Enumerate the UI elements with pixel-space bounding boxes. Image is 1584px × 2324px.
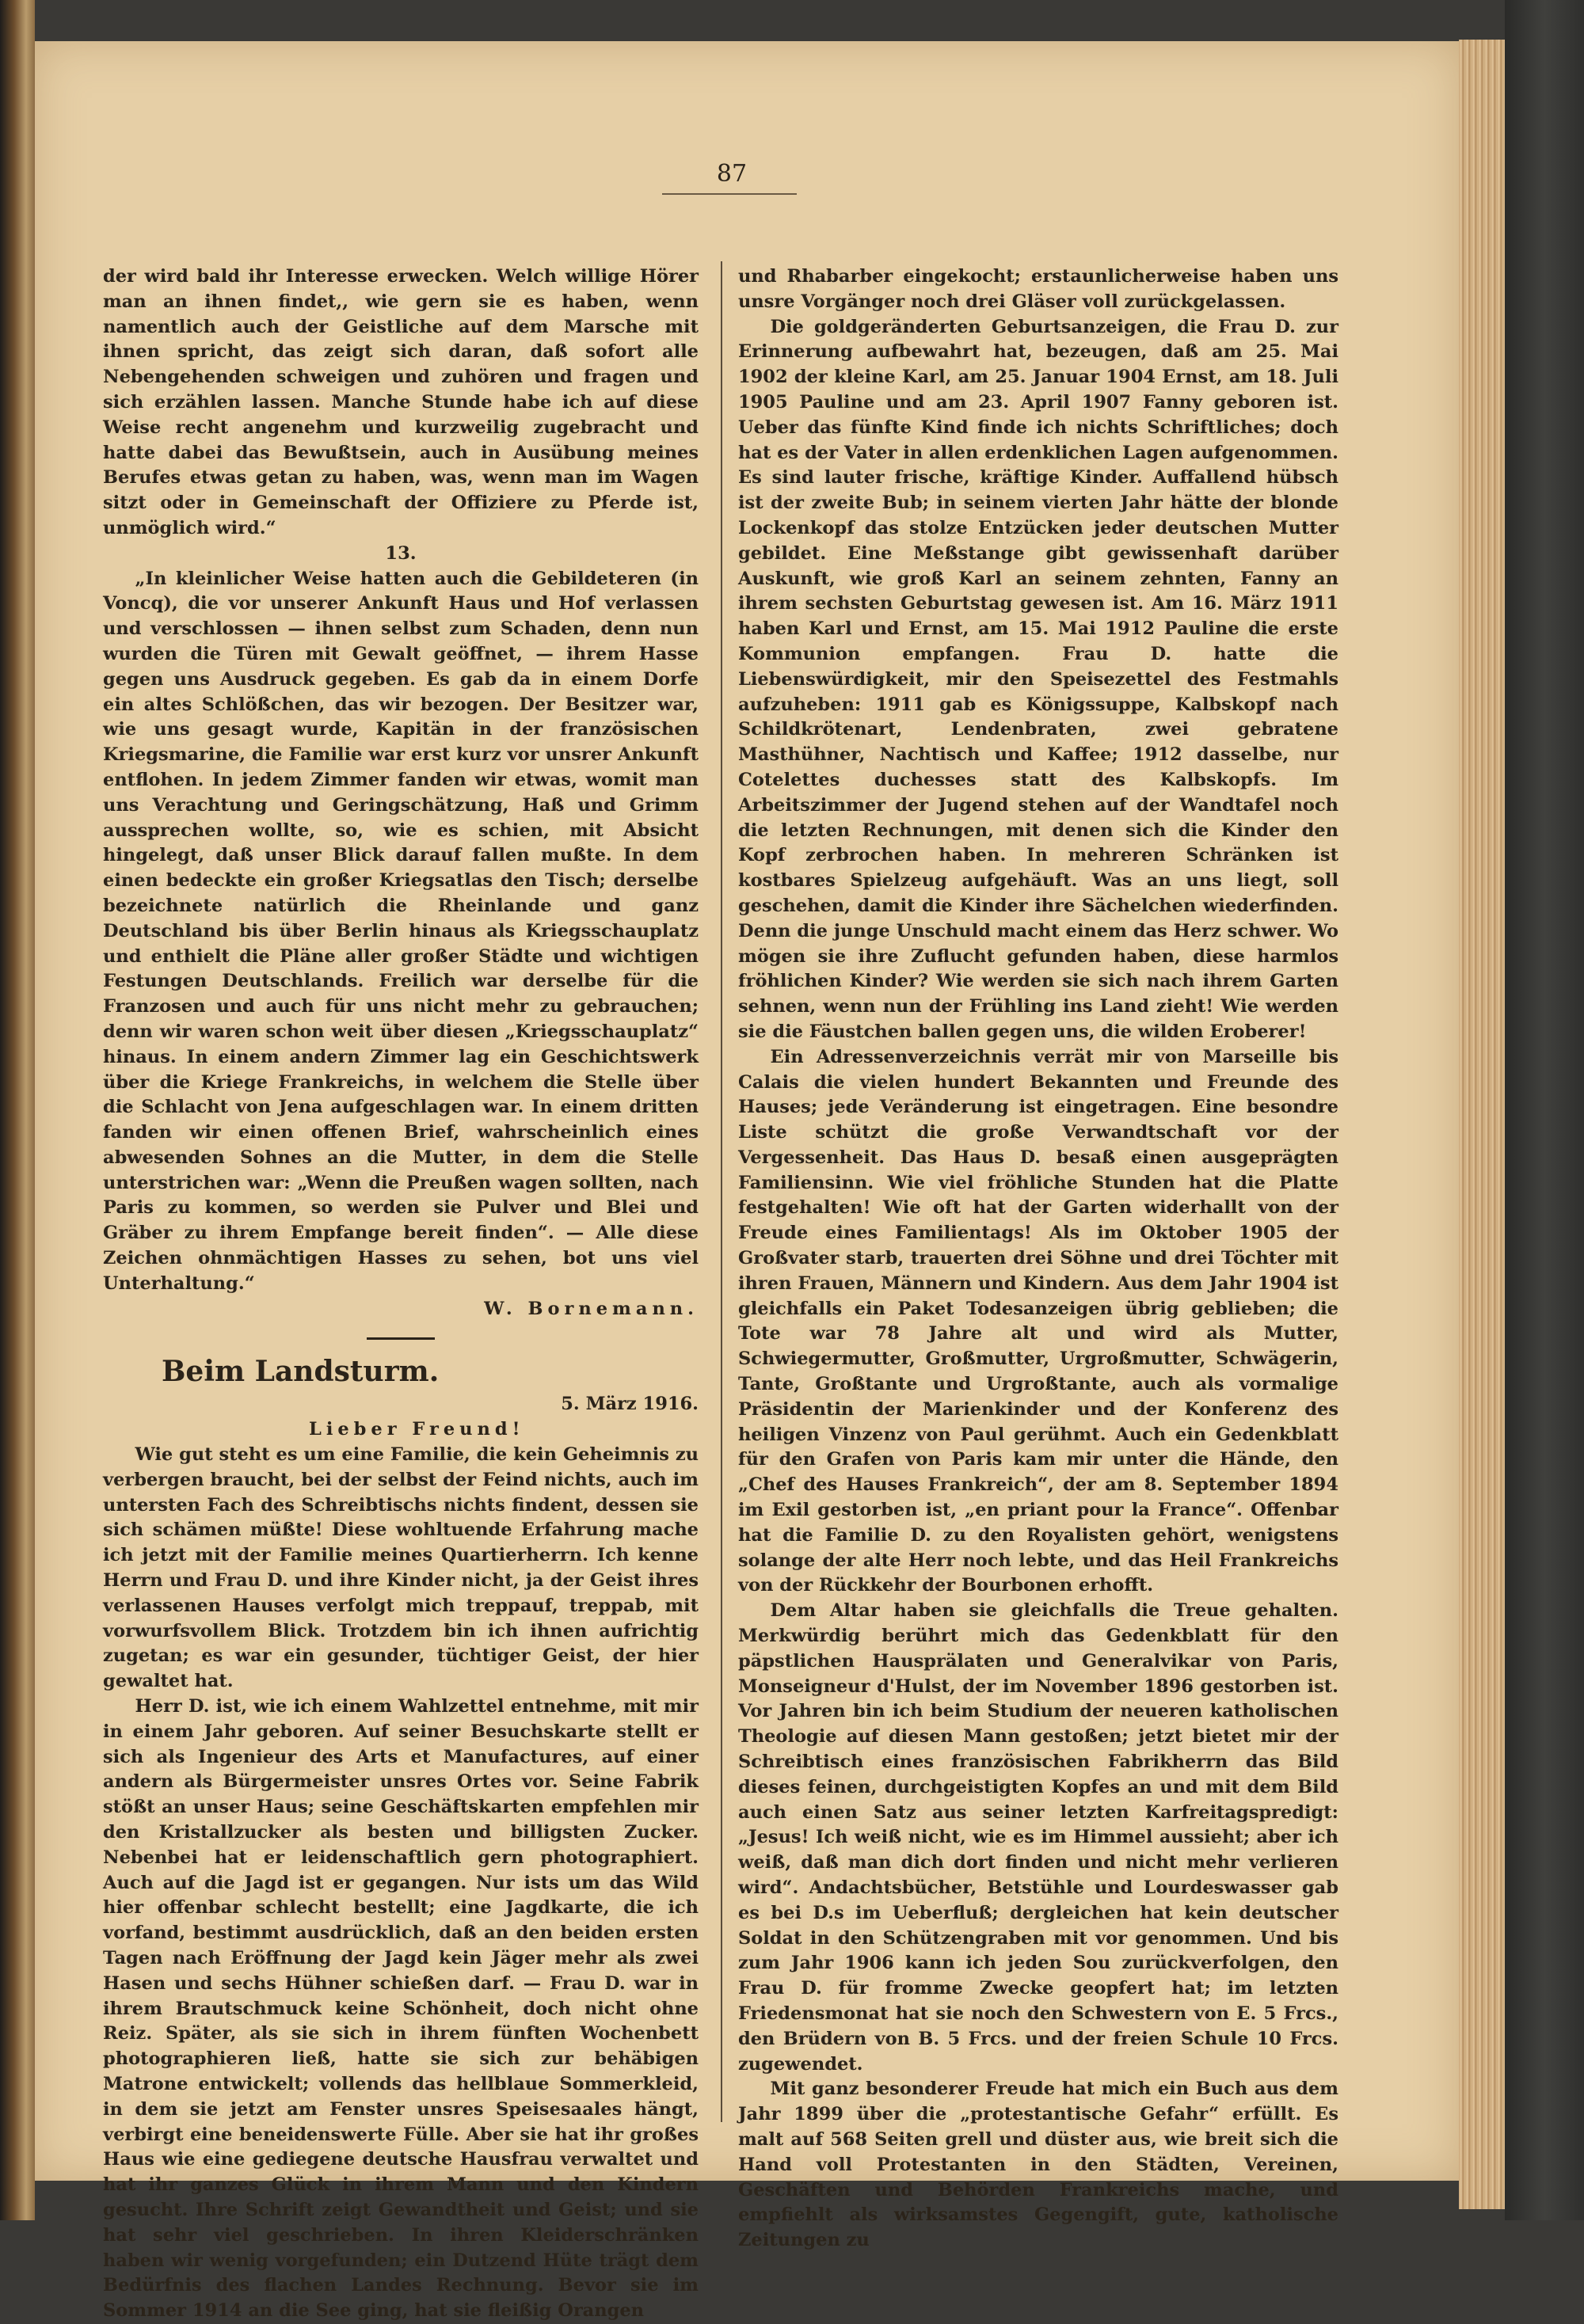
- left-paragraph-4: Herr D. ist, wie ich einem Wahlzettel entnehme, mit mir in einem Jahr geboren. Auf seiner Besuchskarte stellt er sich als Ingenieur des Arts et Manufactures, auf einer andern als Bürgermeister unsres Ortes vor. Seine Fabrik stößt an unser Haus; seine Geschäftskarten empfehlen mir den Kristallzucker als besten und billigsten Zucker. Nebenbei hat er leidenschaftlich gern photographiert. Auch auf die Jagd ist er gegangen. Nur ists um das Wild hier offenbar schlecht bestellt; eine Jagdkarte, die ich vorfand, bestimmt ausdrücklich, daß an den beiden ersten Tagen nach Eröffnung der Jagd kein Jäger mehr als zwei Hasen und sechs Hühner schießen darf. — Frau D. war in ihrem Brautschmuck keine Schönheit, doch nicht ohne Reiz. Später, als sie sich in ihrem fünften Wochenbett photographieren ließ, hatte sie sich zur behäbigen Matrone entwickelt; vollends das hellblaue Sommerkleid, in dem sie jetzt am Fenster unsres Speisesaales hängt, verbirgt eine beneidenswerte Fülle. Aber sie hat ihr großes Haus wie eine gediegene deutsche Hausfrau verwaltet und hat ihr ganzes Glück in ihrem Mann und den Kindern gesucht. Ihre Schrift zeigt Gewandtheit und Geist; und sie hat sehr viel geschrieben. In ihren Kleiderschränken haben wir wenig vorgefunden; ein Dutzend Hüte trägt dem Bedürfnis des flachen Landes Rechnung. Bevor sie im Sommer 1914 an die See ging, hat sie fleißig Orangen: [103, 1696, 699, 2322]
- left-column: [103, 264, 699, 2324]
- left-paragraph-1: der wird bald ihr Interesse erwecken. Welch willige Hörer man an ihnen findet,, wie gern sie es haben, wenn namentlich auch der Geistliche auf dem Marsche mit ihnen spricht, das zeigt sich daran, daß sofort alle Nebengehenden schweigen und zuhören und fragen und sich erzählen lassen. Manche Stunde habe ich auf diese Weise recht angenehm und kurzweilig zugebracht und hatte dabei das Bewußtsein, auch in Ausübung meines Berufes etwas getan zu haben, was, wenn man im Wagen sitzt oder in Gemeinschaft der Offiziere zu Pferde ist, unmöglich wird.“: [103, 266, 699, 538]
- right-paragraph-4: Dem Altar haben sie gleichfalls die Treue gehalten. Merkwürdig berührt mich das Gedenkblatt für den päpstlichen Hausprälaten und Generalvikar von Paris, Monseigneur d'Hulst, der im November 1896 gestorben ist. Vor Jahren bin ich beim Studium der neueren katholischen Theologie auf diesen Mann gestoßen; jetzt bietet mir der Schreibtisch eines französischen Fabrikherrn das Bild dieses feinen, durchgeistigten Kopfes an und mit dem Bild auch einen Satz aus seiner letzten Karfreitagspredigt: „Jesus! Ich weiß nicht, wie es im Himmel aussieht; aber ich weiß, daß man dich dort finden und nicht mehr verlieren wird“. Andachtsbücher, Betstühle und Lourdeswasser gab es bei D.s im Ueberfluß; dergleichen hat kein deutscher Soldat in den Schützengraben mit vor genommen. Und bis zum Jahr 1906 kann ich jeden Sou zurückverfolgen, den Frau D. für fromme Zwecke geopfert hat; im letzten Friedensmonat hat sie noch den Schwestern von E. 5 Frcs., den Brüdern von B. 5 Frcs. und der freien Schule 10 Frcs. zugewendet.: [738, 1600, 1338, 2075]
- left-paragraph-2: „In kleinlicher Weise hatten auch die Gebildeteren (in Voncq), die vor unserer Ankunft Haus und Hof verlassen und verschlossen — ihnen selbst zum Schaden, denn nun wurden die Türen mit Gewalt geöffnet, — ihrem Hasse gegen uns Ausdruck gegeben. Es gab da in einem Dorfe ein altes Schlößchen, das wir bezogen. Der Besitzer war, wie uns gesagt wurde, Kapitän in der französischen Kriegsmarine, die Familie war erst kurz vor unsrer Ankunft entflohen. In jedem Zimmer fanden wir etwas, womit man uns Verachtung und Geringschätzung, Haß und Grimm aussprechen wollte, so, wie es schien, mit Absicht hingelegt, daß unser Blick darauf fallen mußte. In dem einen bedeckte ein großer Kriegsatlas den Tisch; derselbe bezeichnete natürlich die Rheinlande und ganz Deutschland bis über Berlin hinaus als Kriegsschauplatz und enthielt die Pläne aller großer Städte und wichtigen Festungen Deutschlands. Freilich war derselbe für die Franzosen und auch für uns nicht mehr zu gebrauchen; denn wir waren schon weit über diesen „Kriegsschauplatz“ hinaus. In einem andern Zimmer lag ein Geschichtswerk über die Kriege Frankreichs, in welchem die Stelle über die Schlacht von Jena aufgeschlagen war. In einem dritten fanden wir einen offenen Brief, wahrscheinlich eines abwesenden Sohnes an die Mutter, in dem die Stelle unterstrichen war: „Wenn die Preußen wagen sollten, nach Paris zu kommen, so werden sie Pulver und Blei und Gräber zu ihrem Empfange bereit finden“. — Alle diese Zeichen ohnmächtigen Hasses zu sehen, bot uns viel Unterhaltung.“: [103, 568, 699, 1294]
- book-binding-right: [1505, 0, 1584, 2220]
- section-title: Beim Landsturm.: [162, 1355, 440, 1389]
- letter-greeting: Lieber Freund!: [309, 1419, 525, 1440]
- column-divider: [721, 261, 722, 2122]
- section-divider: [367, 1337, 435, 1340]
- right-paragraph-2: Die goldgeränderten Geburtsanzeigen, die Frau D. zur Erinnerung aufbewahrt hat, bezeugen, daß am 25. Mai 1902 der kleine Karl, am 25. Januar 1904 Ernst, am 18. Juli 1905 Pauline und am 23. April 1907 Fanny geboren ist. Ueber das fünfte Kind finde ich nichts Schriftliches; doch hat es der Vater in allen erdenklichen Lagen aufgenommen. Es sind lauter frische, kräftige Kinder. Auffallend hübsch ist der zweite Bub; in seinem vierten Jahr hätte der blonde Lockenkopf das stolze Entzücken jeder deutschen Mutter gebildet. Eine Meßstange gibt gewissenhaft darüber Auskunft, wie groß Karl an seinem zehnten, Fanny an ihrem sechsten Geburtstag gewesen ist. Am 16. März 1911 haben Karl und Ernst, am 15. Mai 1912 Pauline die erste Kommunion empfangen. Frau D. hatte die Liebenswürdigkeit, mir den Speisezettel des Festmahls aufzuheben: 1911 gab es Königssuppe, Kalbskopf nach Schildkrötenart, Lendenbraten, zwei gebratene Masthühner, Nachtisch und Kaffee; 1912 dasselbe, nur Cotelettes duchesses statt des Kalbskopfs. Im Arbeitszimmer der Jugend stehen auf der Wandtafel noch die letzten Rechnungen, mit denen sich die Kinder den Kopf zerbrochen haben. In mehreren Schränken ist kostbares Spielzeug aufgehäuft. Was an uns liegt, soll geschehen, damit die Kinder ihre Sächelchen wiederfinden. Denn die junge Unschuld macht einem das Herz schwer. Wo mögen sie ihre Zuflucht gefunden haben, diese harmlos fröhlichen Kinder? Wie werden sie sich nach ihrem Garten sehnen, wenn nun der Frühling ins Land zieht! Wie werden sie die Fäustchen ballen gegen uns, die wilden Eroberer!: [738, 316, 1338, 1042]
- right-column: [738, 264, 1338, 2254]
- page-edges: [1459, 40, 1505, 2209]
- right-paragraph-3: Ein Adressenverzeichnis verrät mir von Marseille bis Calais die vielen hundert Bekannten und Freunde des Hauses; jede Veränderung ist eingetragen. Eine besondre Liste schützt die große Verwandtschaft vor der Vergessenheit. Das Haus D. besaß einen ausgeprägten Familiensinn. Wie viel fröhliche Stunden hat die Platte festgehalten! Wie oft hat der Garten widerhallt von der Freude eines Familientags! Als im Oktober 1905 der Großvater starb, trauerten drei Söhne und drei Töchter mit ihren Frauen, Männern und Kindern. Aus dem Jahr 1904 ist gleichfalls ein Paket Todesanzeigen übrig geblieben; die Tote war 78 Jahre alt und wird als Mutter, Schwiegermutter, Großmutter, Urgroßmutter, Schwägerin, Tante, Großtante und Urgroßtante, auch als vormalige Präsidentin der Marienkinder und der Konferenz des heiligen Vinzenz von Paul gerühmt. Auch ein Gedenkblatt für den Grafen von Paris kam mir unter die Hände, den „Chef des Hauses Frankreich“, der am 8. September 1894 im Exil gestorben ist, „en priant pour la France“. Offenbar hat die Familie D. zu den Royalisten gehört, wenigstens solange der alte Herr noch lebte, und das Heil Frankreichs von der Rückkehr der Bourbonen erhofft.: [738, 1046, 1338, 1596]
- right-paragraph-5: Mit ganz besonderer Freude hat mich ein Buch aus dem Jahr 1899 über die „protestantische Gefahr“ erfüllt. Es malt auf 568 Seiten grell und düster aus, wie breit sich die Hand voll Protestanten in den Städten, Vereinen, Geschäften und Behörden Frankreichs mache, und empfiehlt als wirksamstes Gegengift, gute, katholische Zeitungen zu: [738, 2079, 1338, 2251]
- page-number: 87: [716, 160, 748, 188]
- book-page: [35, 41, 1459, 2322]
- letter-date: 5. März 1916.: [561, 1394, 699, 1415]
- author-signature: W. Bornemann.: [484, 1298, 699, 1319]
- right-paragraph-1: und Rhabarber eingekocht; erstaunlicherweise haben uns unsre Vorgänger noch drei Gläser voll zurückgelassen.: [738, 266, 1338, 312]
- section-number: 13.: [385, 542, 417, 564]
- book-binding-left: [0, 0, 35, 2220]
- left-paragraph-3: Wie gut steht es um eine Familie, die kein Geheimnis zu verbergen braucht, bei der selbst der Feind nichts, auch im untersten Fach des Schreibtischs nichts findent, dessen sie sich schämen müßte! Diese wohltuende Erfahrung mache ich jetzt mit der Familie meines Quartierherrn. Ich kenne Herrn und Frau D. und ihre Kinder nicht, ja der Geist ihres verlassenen Hauses verfolgt mich treppauf, treppab, mit vorwurfsvollem Blick. Trotzdem bin ich ihnen aufrichtig zugetan; es war ein gesunder, tüchtiger Geist, der hier gewaltet hat.: [103, 1444, 699, 1692]
- header-rule: [662, 193, 797, 195]
